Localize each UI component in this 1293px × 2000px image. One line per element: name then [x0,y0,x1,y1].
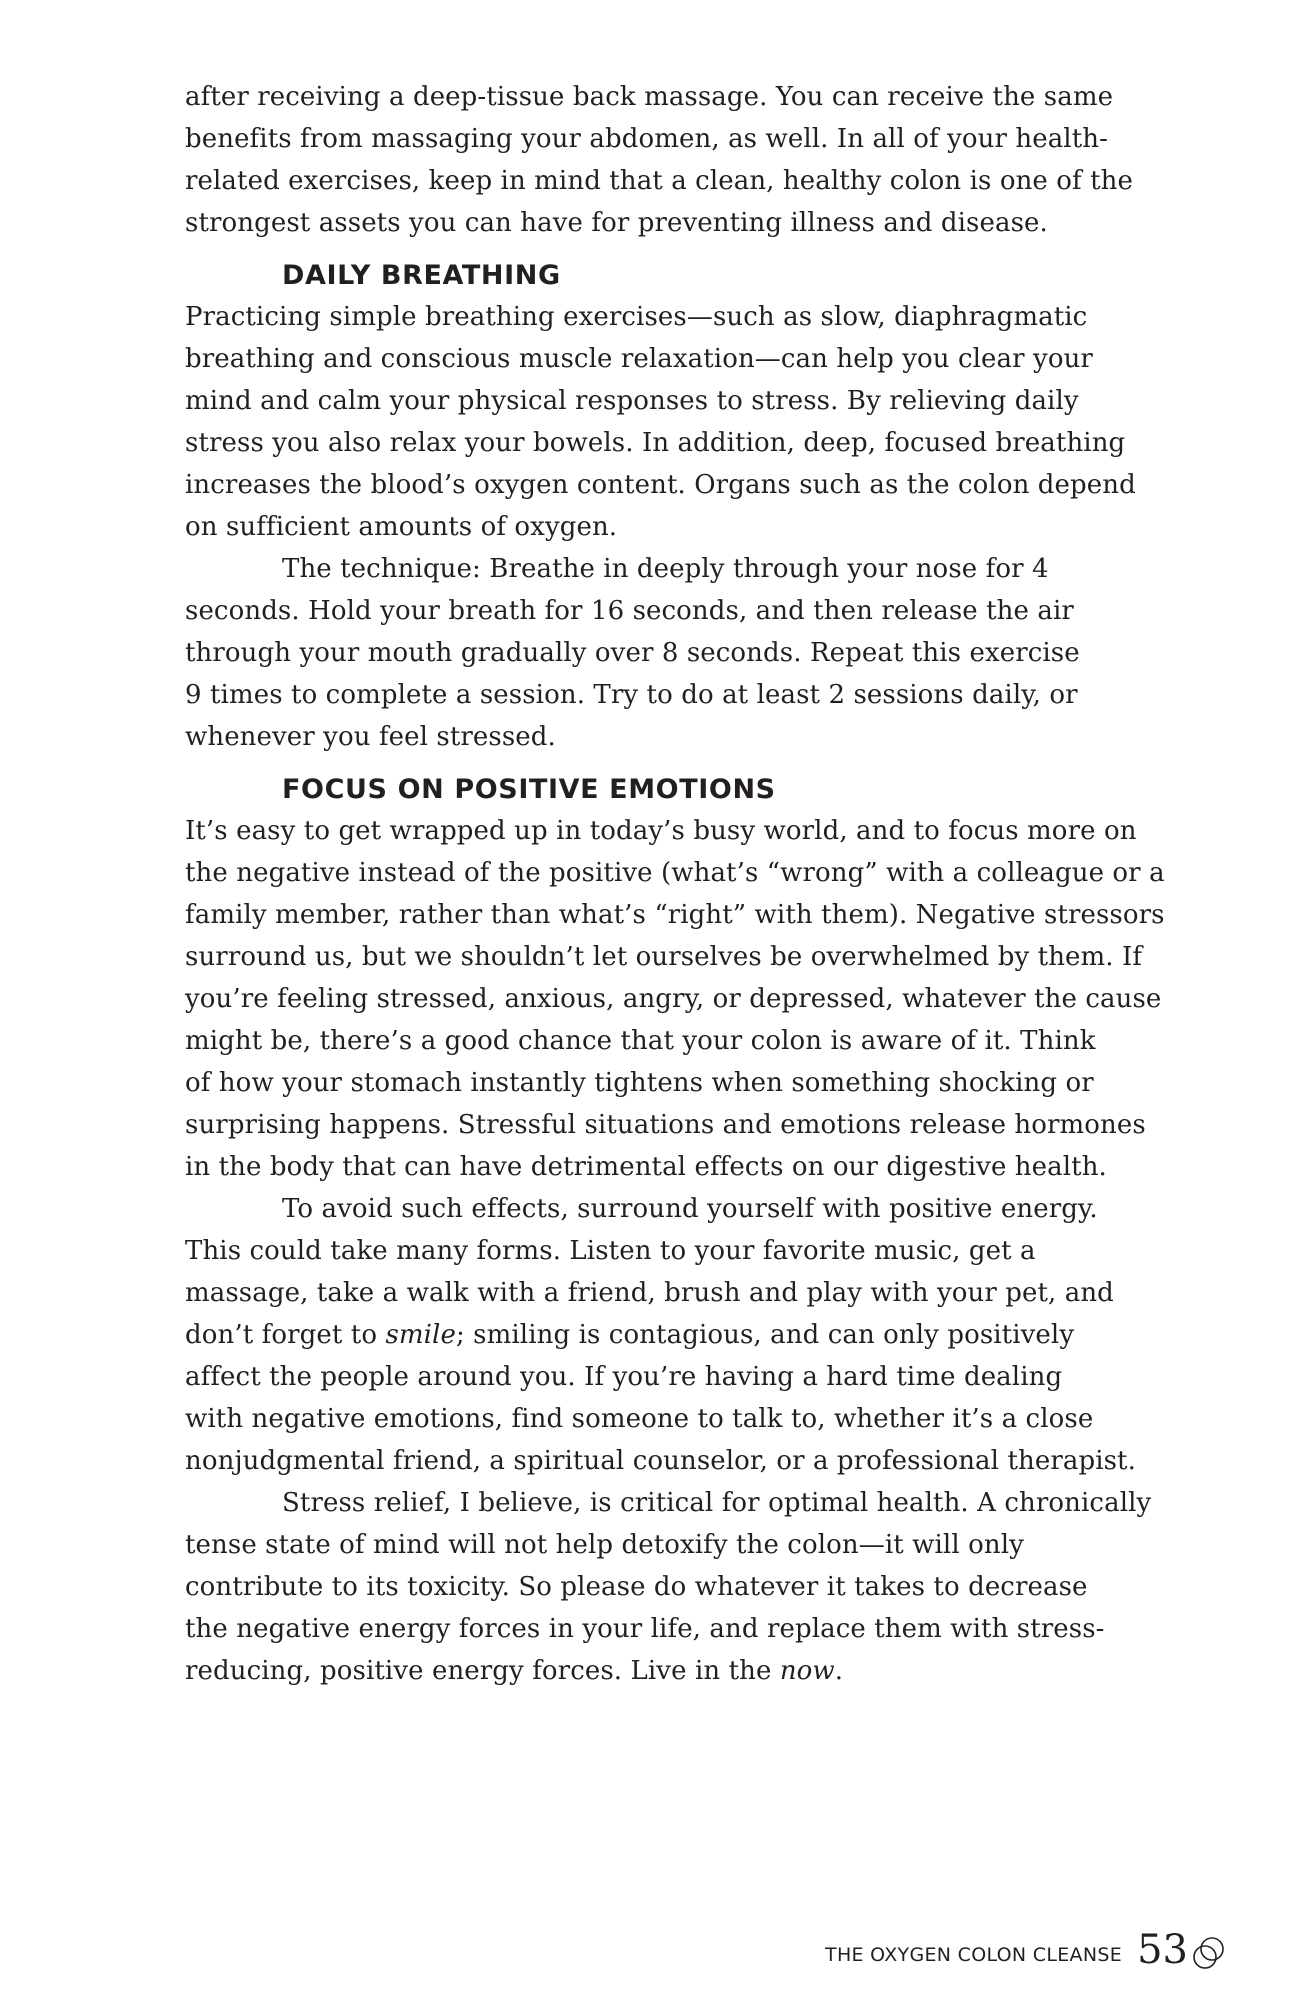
text-line: on sufficient amounts of oxygen. [185,512,618,542]
text-line: 9 times to complete a session. Try to do at least 2 sessions daily, or [185,680,1078,710]
text-line: increases the blood’s oxygen content. Organs such as the colon depend [185,470,1136,500]
text-line: mind and calm your physical responses to stress. By relieving daily [185,386,1079,416]
text-line: surprising happens. Stressful situations and emotions release hormones [185,1110,1146,1140]
text-line: To avoid such effects, surround yourself with positive energy. [282,1194,1098,1224]
paragraph-breathing-2 [185,548,1195,758]
text-line: Practicing simple breathing exercises—such as slow, diaphragmatic [185,302,1088,332]
emphasis-now: now [779,1656,835,1686]
text-line: seconds. Hold your breath for 16 seconds, and then release the air [185,596,1074,626]
running-footer-title: THE OXYGEN COLON CLEANSE [825,1944,1122,1966]
text-line: the negative energy forces in your life, and replace them with stress- [185,1614,1105,1644]
text-line: Stress relief, I believe, is critical for optimal health. A chronically [282,1488,1152,1518]
text-line: might be, there’s a good chance that your colon is aware of it. Think [185,1026,1096,1056]
text-line: related exercises, keep in mind that a clean, healthy colon is one of the [185,166,1133,196]
text-line: strongest assets you can have for preventing illness and disease. [185,208,1048,238]
interlocking-circles-icon [1190,1934,1228,1972]
text-line: of how your stomach instantly tightens when something shocking or [185,1068,1094,1098]
text-line: through your mouth gradually over 8 seconds. Repeat this exercise [185,638,1080,668]
text-line: nonjudgmental friend, a spiritual counselor, or a professional therapist. [185,1446,1136,1476]
text-line: This could take many forms. Listen to your favorite music, get a [185,1236,1036,1266]
text-line: breathing and conscious muscle relaxation—can help you clear your [185,344,1093,374]
text-line: affect the people around you. If you’re having a hard time dealing [185,1362,1063,1392]
text-line: surround us, but we shouldn’t let ourselves be overwhelmed by them. If [185,942,1143,972]
text-line: in the body that can have detrimental effects on our digestive health. [185,1152,1107,1182]
text-run: don’t forget to [185,1320,386,1350]
page-body [185,76,1195,1692]
text-run: ; smiling is contagious, and can only positively [455,1320,1075,1350]
paragraph-emotions-1 [185,810,1195,1188]
section-heading-daily-breathing: DAILY BREATHING [282,260,561,291]
paragraph-breathing-1 [185,296,1195,548]
paragraph-emotions-2 [185,1188,1195,1482]
text-line: benefits from massaging your abdomen, as well. In all of your health- [185,124,1109,154]
text-run: reducing, positive energy forces. Live in the [185,1656,780,1686]
text-line: after receiving a deep-tissue back massage. You can receive the same [185,82,1114,112]
paragraph-intro [185,76,1195,244]
paragraph-emotions-3 [185,1482,1195,1692]
text-line: whenever you feel stressed. [185,722,556,752]
text-line: It’s easy to get wrapped up in today’s busy world, and to focus more on [185,816,1137,846]
text-line: tense state of mind will not help detoxify the colon—it will only [185,1530,1024,1560]
text-line: you’re feeling stressed, anxious, angry, or depressed, whatever the cause [185,984,1162,1014]
text-line: The technique: Breathe in deeply through your nose for 4 [282,554,1049,584]
text-line: family member, rather than what’s “right” with them). Negative stressors [185,900,1165,930]
text-run: . [834,1656,844,1686]
section-heading-positive-emotions: FOCUS ON POSITIVE EMOTIONS [282,774,776,805]
page-number: 53 [1137,1927,1188,1973]
text-line [185,1314,1195,1356]
text-line: stress you also relax your bowels. In addition, deep, focused breathing [185,428,1126,458]
text-line: the negative instead of the positive (what’s “wrong” with a colleague or a [185,858,1165,888]
text-line: massage, take a walk with a friend, brush and play with your pet, and [185,1278,1114,1308]
page-footer [700,1920,1240,1980]
text-line [185,1650,1195,1692]
text-line: contribute to its toxicity. So please do whatever it takes to decrease [185,1572,1088,1602]
emphasis-smile: smile [385,1320,456,1350]
text-line: with negative emotions, find someone to talk to, whether it’s a close [185,1404,1094,1434]
